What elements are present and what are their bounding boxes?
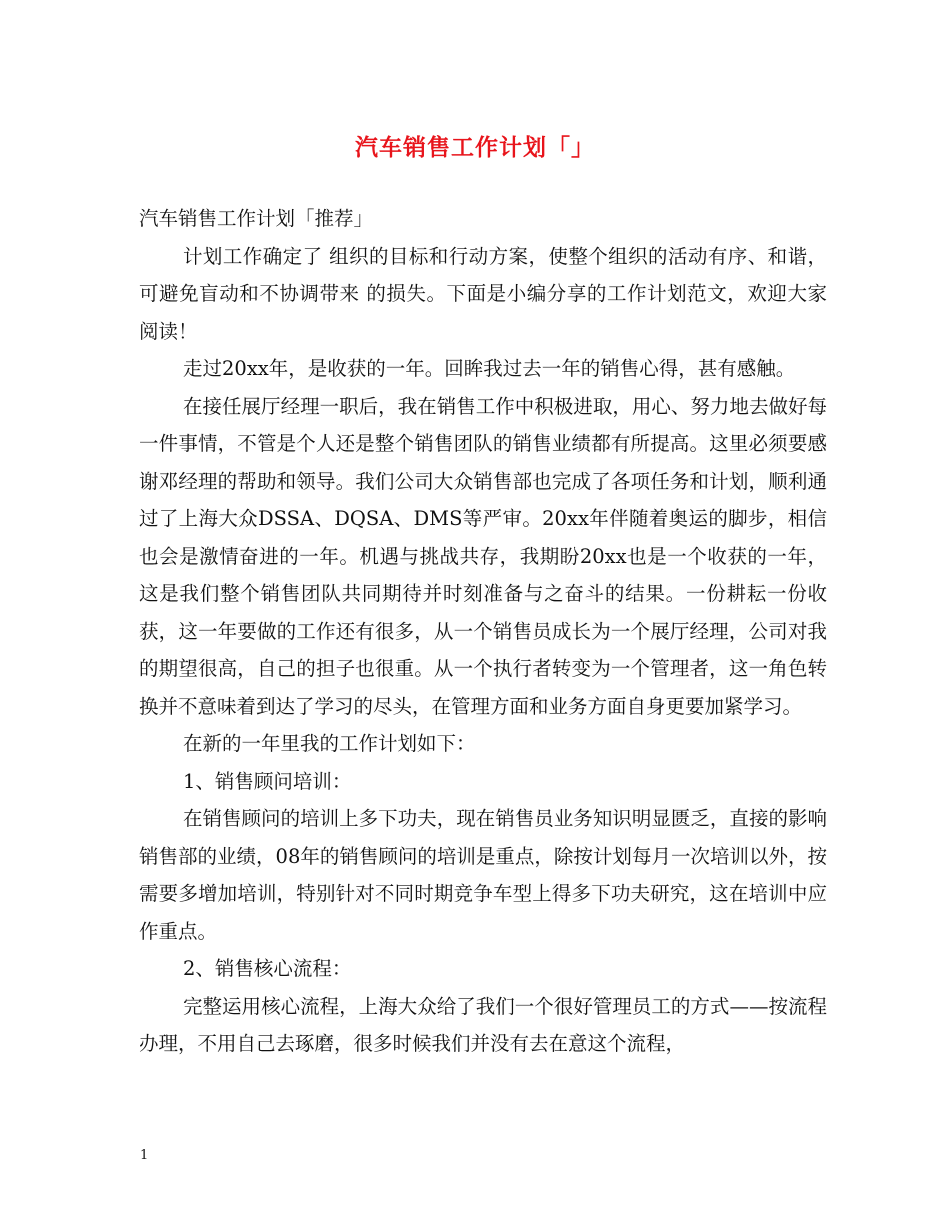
document-body (139, 200, 827, 1063)
plan-intro-paragraph: 在新的一年里我的工作计划如下： (183, 732, 476, 755)
body-paragraph: 在接任展厅经理一职后，我在销售工作中积极进取，用心、努力地去做好每一件事情，不管是个人还是整个销售团队的销售业绩都有所提高。这里必须要感谢邓经理的帮助和领导。我们公司大众销售部也完成了各项任务和计划，顺利通过了上海大众DSSA、DQSA、DMS等严审。20xx年伴随着奥运的脚步，相信也会是激情奋进的一年。机遇与挑战共存，我期盼20xx也是一个收获的一年，这是我们整个销售团队共同期待并时刻准备与之奋斗的结果。一份耕耘一份收获，这一年要做的工作还有很多，从一个销售员成长为一个展厅经理，公司对我的期望很高，自己的担子也很重。从一个执行者转变为一个管理者，这一角色转换并不意味着到达了学习的尽头，在管理方面和业务方面自身更要加紧学习。 (139, 394, 827, 718)
section-heading-process: 2、销售核心流程： (183, 957, 352, 980)
page-number: 1 (140, 1148, 149, 1163)
document-title: 汽车销售工作计划「」 (355, 134, 595, 161)
document-subtitle: 汽车销售工作计划「推荐」 (139, 207, 374, 230)
intro-paragraph: 计划工作确定了 组织的目标和行动方案，使整个组织的活动有序、和谐，可避免盲动和不协调带来 的损失。下面是小编分享的工作计划范文，欢迎大家阅读！ (139, 244, 827, 343)
body-paragraph: 走过20xx年，是收获的一年。回眸我过去一年的销售心得，甚有感触。 (183, 357, 796, 380)
body-paragraph: 完整运用核心流程，上海大众给了我们一个很好管理员工的方式——按流程办理，不用自己去琢磨，很多时候我们并没有去在意这个流程， (139, 994, 827, 1055)
section-heading-training: 1、销售顾问培训： (183, 769, 352, 793)
body-paragraph: 在销售顾问的培训上多下功夫，现在销售员业务知识明显匮乏，直接的影响销售部的业绩，08年的销售顾问的培训是重点，除按计划每月一次培训以外，按需要多增加培训，特别针对不同时期竞争车型上得多下功夫研究，这在培训中应作重点。 (139, 807, 827, 943)
